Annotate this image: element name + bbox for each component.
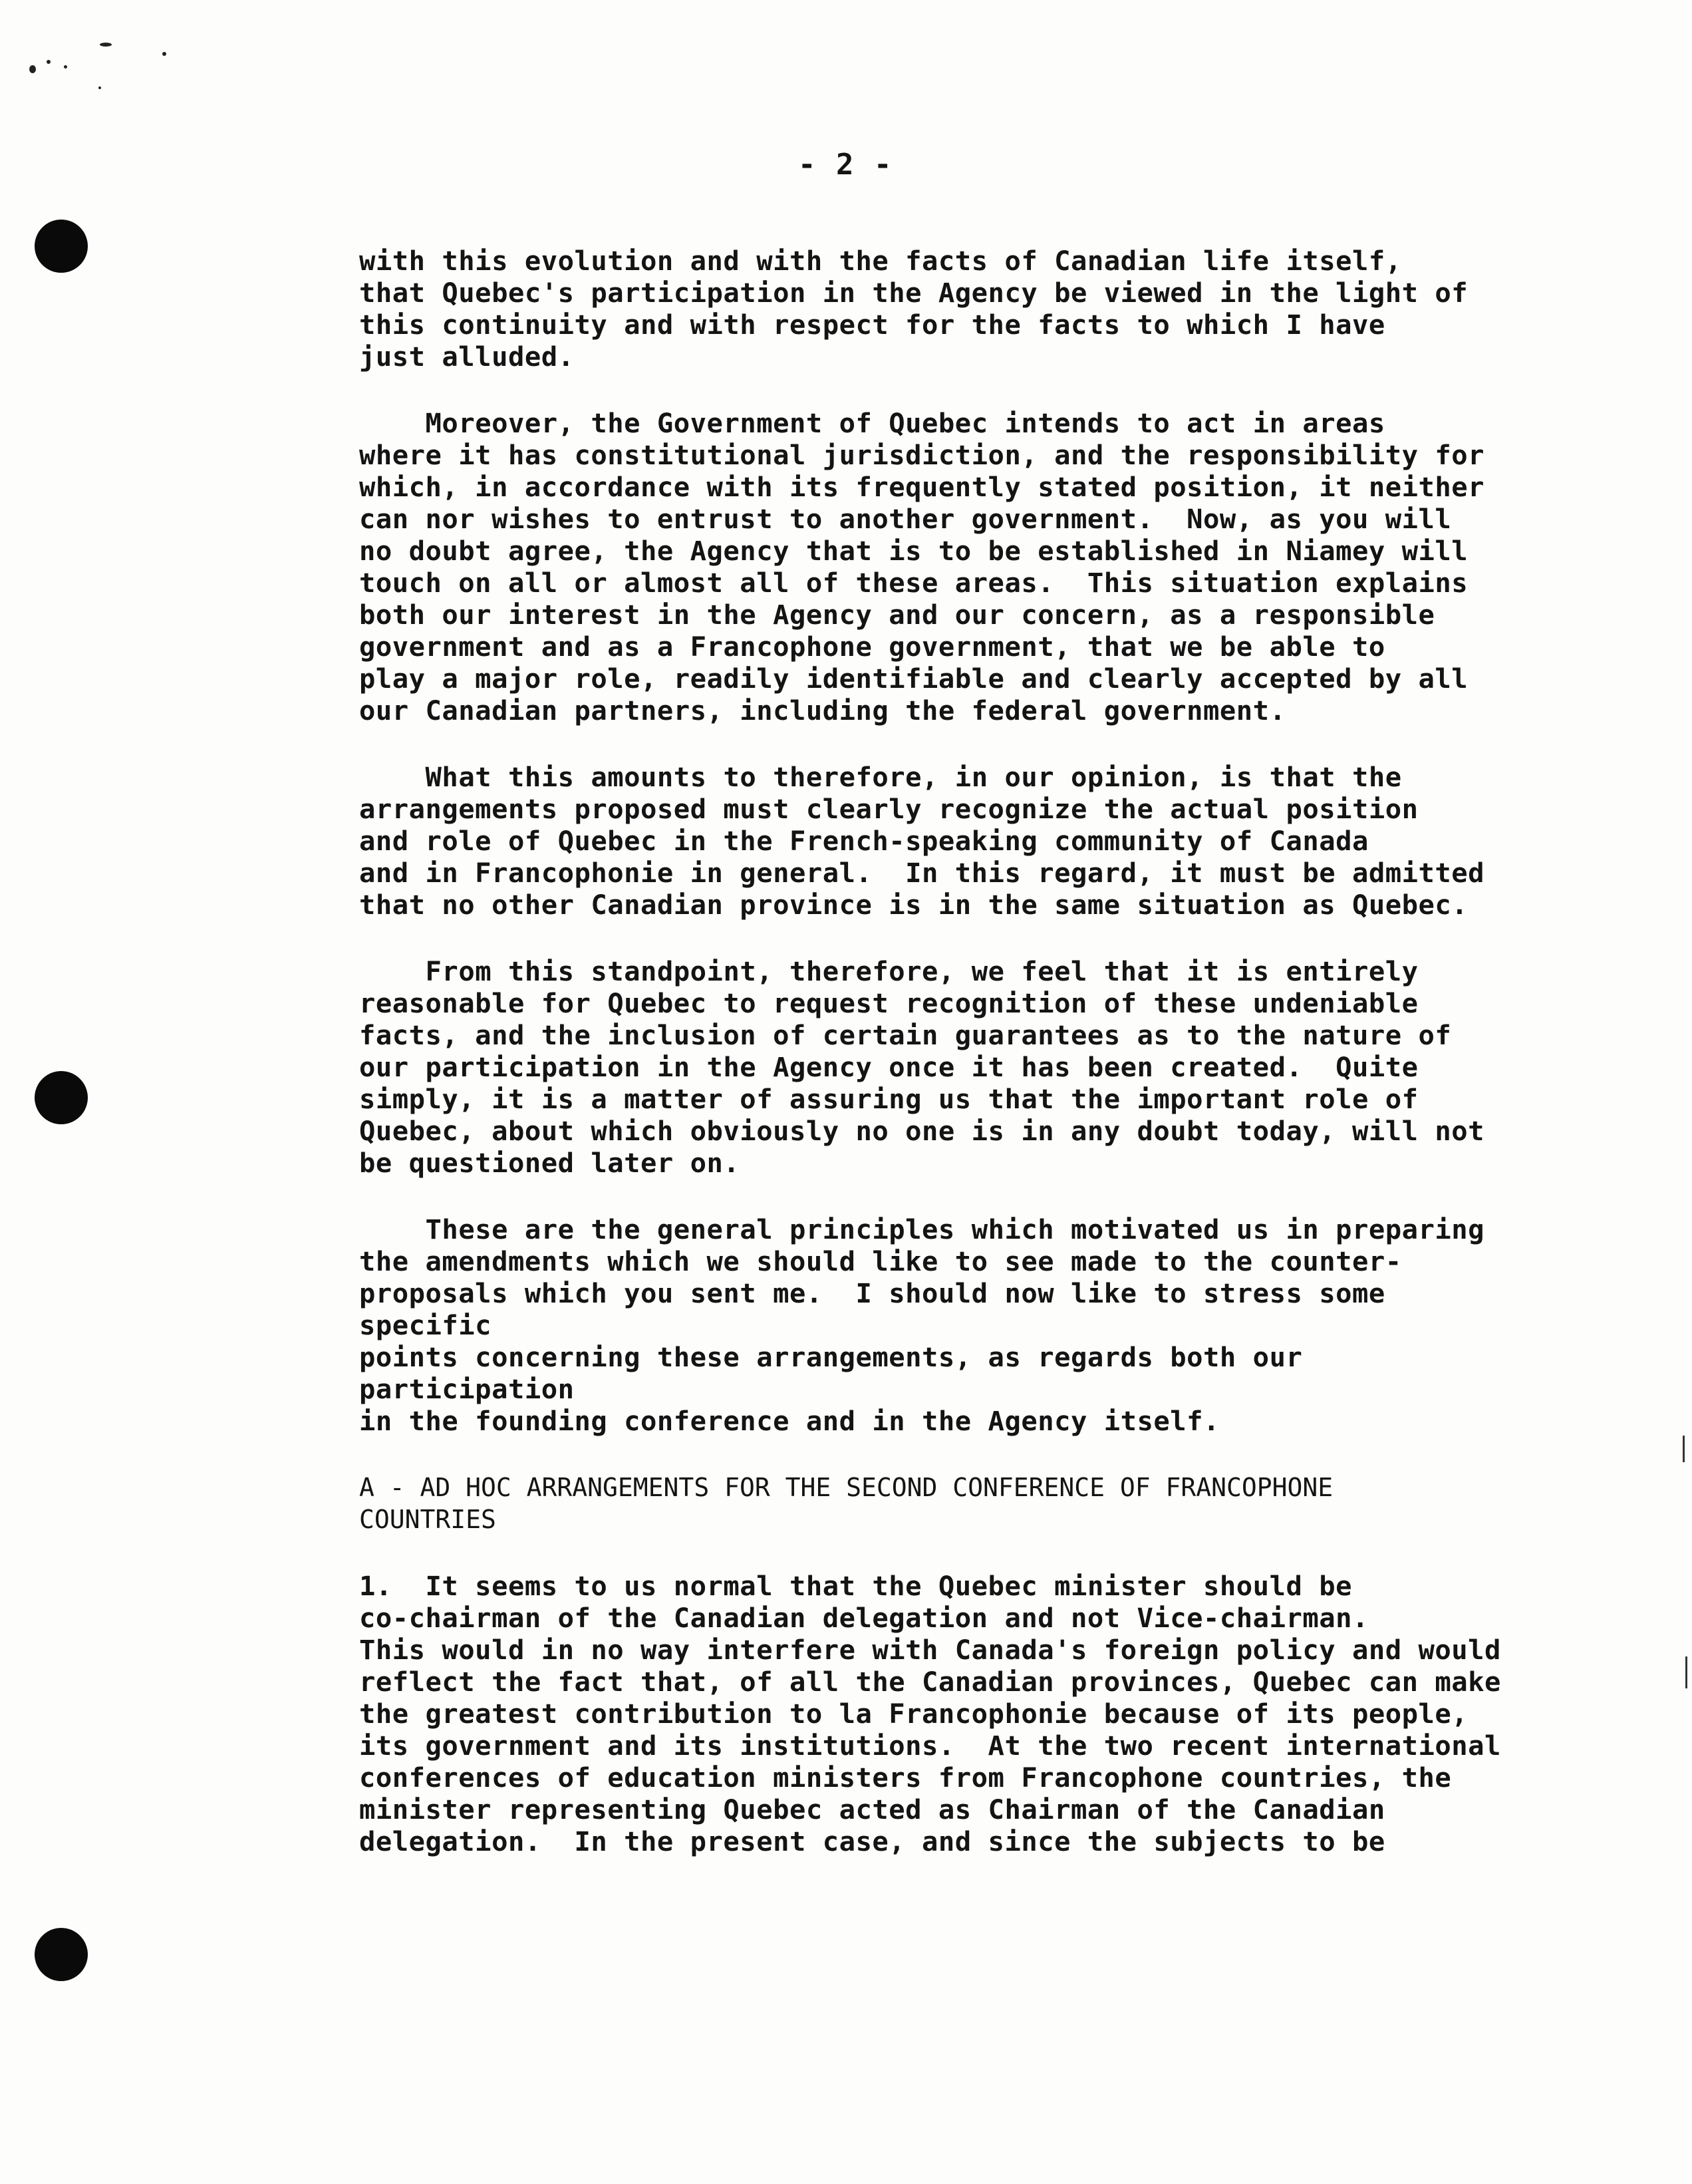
scan-speck [100,43,112,47]
scan-speck [98,86,101,89]
paragraph-what-this-amounts: What this amounts to therefore, in our opinion, is that the arrangements proposed must clearly recognize the actual position and role of Quebec in the French-speaking community of Canada and in Francophonie in general. In this regard, it must be admitted that no other Canadian province is in the same situation as Quebec. [359,761,1485,921]
scan-speck [47,60,51,64]
punch-hole-top [35,220,88,273]
paragraph-continuation: with this evolution and with the facts of Canadian life itself, that Quebec's participation in the Agency be viewed in the light of this continuity and with respect for the facts to which I have just alluded. [359,245,1469,373]
paragraph-moreover: Moreover, the Government of Quebec intends to act in areas where it has constitutional jurisdiction, and the responsibility for which, in accordance with its frequently stated position, it neither can nor wishes to entrust to another government. Now, as you will no doubt agree, the Agency that is to be established in Niamey will touch on all or almost all of these areas. This situation explains both our interest in the Agency and our concern, as a responsible government and as a Francophone government, that we be able to play a major role, readily identifiable and clearly accepted by all our Canadian partners, including the federal government. [359,407,1485,726]
numbered-item-1: 1. It seems to us normal that the Quebec minister should be co-chairman of the Canadian delegation and not Vice-chairman. This would in no way interfere with Canada's foreign policy and would reflect the fact that, of all the Canadian provinces, Quebec can make the greatest contribution to la Francophonie because of its people, its government and its institutions. At the two recent international conferences of education ministers from Francophone countries, the minister representing Quebec acted as Chairman of the Canadian delegation. In the present case, and since the subjects to be [359,1570,1501,1857]
punch-hole-middle [35,1071,88,1124]
letter-body [359,245,1530,1857]
scan-speck [64,65,67,69]
scan-speck [29,65,36,73]
section-heading: A - AD HOC ARRANGEMENTS FOR THE SECOND CONFERENCE OF FRANCOPHONE COUNTRIES [359,1473,1334,1534]
paragraph-standpoint: From this standpoint, therefore, we feel that it is entirely reasonable for Quebec to request recognition of these undeniable facts, and the inclusion of certain guarantees as to the nature of our participation in the Agency once it has been created. Quite simply, it is a matter of assuring us that the important role of Quebec, about which obviously no one is in any doubt today, will not be questioned later on. [359,955,1485,1179]
margin-mark [1683,1436,1685,1462]
margin-mark [1685,1656,1687,1688]
page-number: - 2 - [798,148,893,182]
paragraph-general-principles: These are the general principles which motivated us in preparing the amendments which we should like to see made to the counter- proposals which you sent me. I should now like to stress some specific points concerning these arrangements, as regards both our participation in the founding conference and in the Agency itself. [359,1213,1485,1437]
scan-speck [162,52,166,56]
punch-hole-bottom [35,1928,88,1981]
